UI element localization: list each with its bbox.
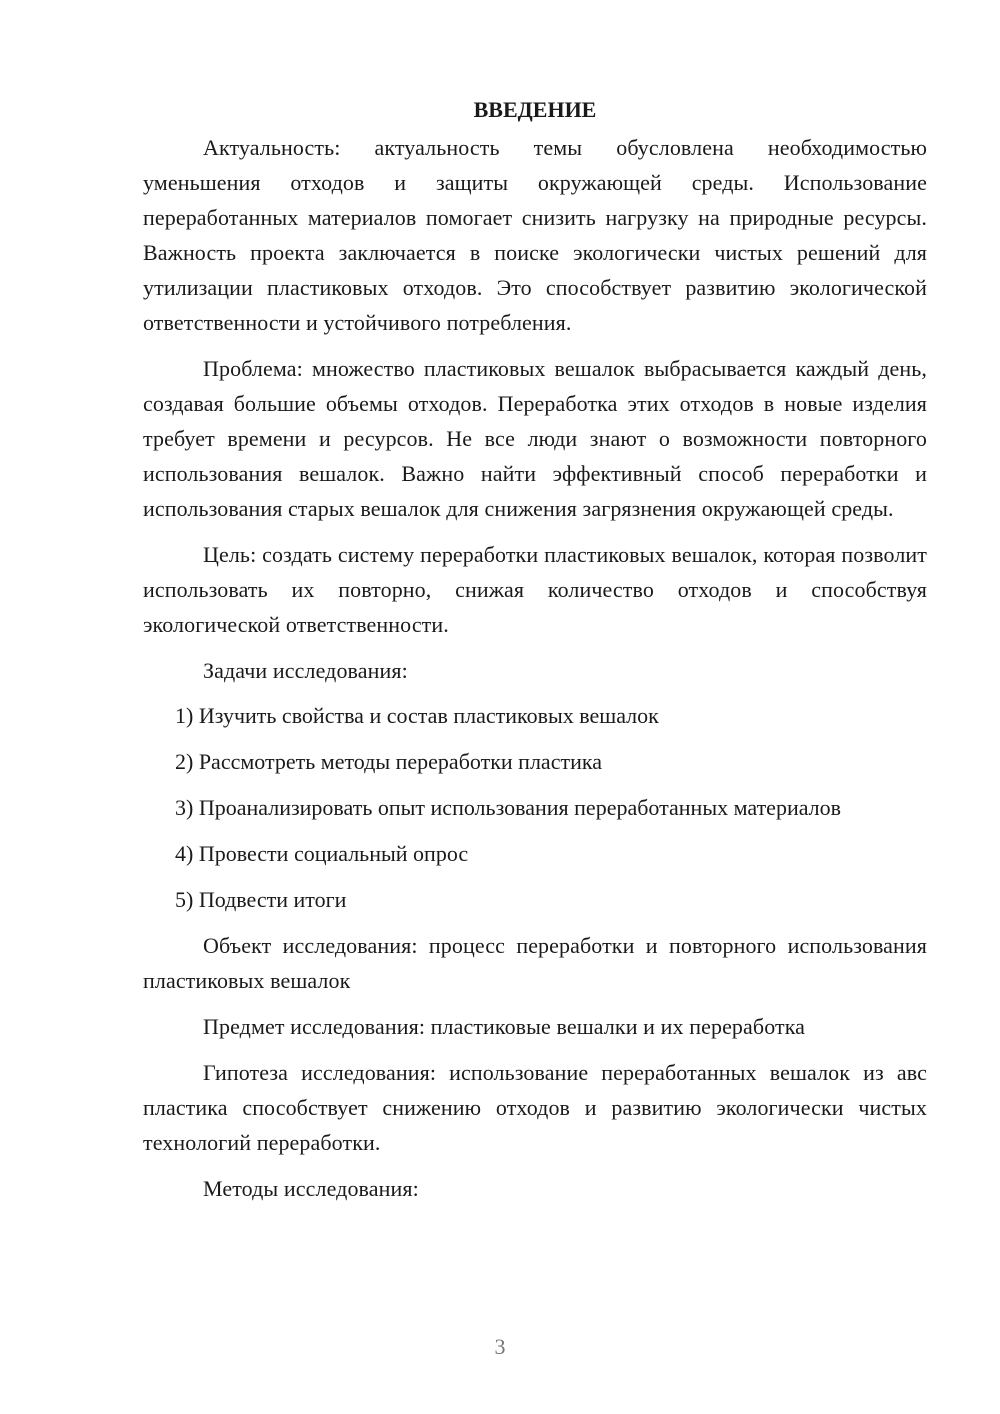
hypothesis-paragraph: Гипотеза исследования: использование переработанных вешалок из авс пластика способствует снижению отходов и развитию экологически чистых технологий переработки. — [143, 1060, 927, 1155]
methods-paragraph: Методы исследования: — [203, 1176, 419, 1201]
tasks-title: Задачи исследования: — [203, 658, 408, 683]
section-heading: ВВЕДЕНИЕ — [473, 97, 597, 122]
document-page — [143, 92, 927, 1217]
object-paragraph: Объект исследования: процесс переработки и повторного использования пластиковых вешалок — [143, 933, 927, 993]
goal-paragraph: Цель: создать систему переработки пластиковых вешалок, которая позволит использовать их повторно, снижая количество отходов и способствуя экологической ответственности. — [143, 542, 927, 637]
task-item-4: 4) Провести социальный опрос — [175, 841, 469, 866]
task-item-3: 3) Проанализировать опыт использования переработанных материалов — [175, 795, 842, 820]
task-item-5: 5) Подвести итоги — [175, 887, 347, 912]
relevance-paragraph: Актуальность: актуальность темы обусловлена необходимостью уменьшения отходов и защиты окружающей среды. Использование переработанных материалов помогает снизить нагрузку на природные ресурсы. Важность проекта заключается в поиске экологически чистых решений для утилизации пластиковых отходов. Это способствует развитию экологической ответственности и устойчивого потребления. — [143, 135, 927, 335]
task-item-2: 2) Рассмотреть методы переработки пластика — [175, 749, 602, 774]
problem-paragraph: Проблема: множество пластиковых вешалок выбрасывается каждый день, создавая большие объемы отходов. Переработка этих отходов в новые изделия требует времени и ресурсов. Не все люди знают о возможности повторного использования вешалок. Важно найти эффективный способ переработки и использования старых вешалок для снижения загрязнения окружающей среды. — [143, 356, 927, 521]
page-number: 3 — [494, 1334, 506, 1359]
task-item-1: 1) Изучить свойства и состав пластиковых вешалок — [175, 703, 659, 728]
subject-paragraph: Предмет исследования: пластиковые вешалки и их переработка — [203, 1014, 806, 1039]
